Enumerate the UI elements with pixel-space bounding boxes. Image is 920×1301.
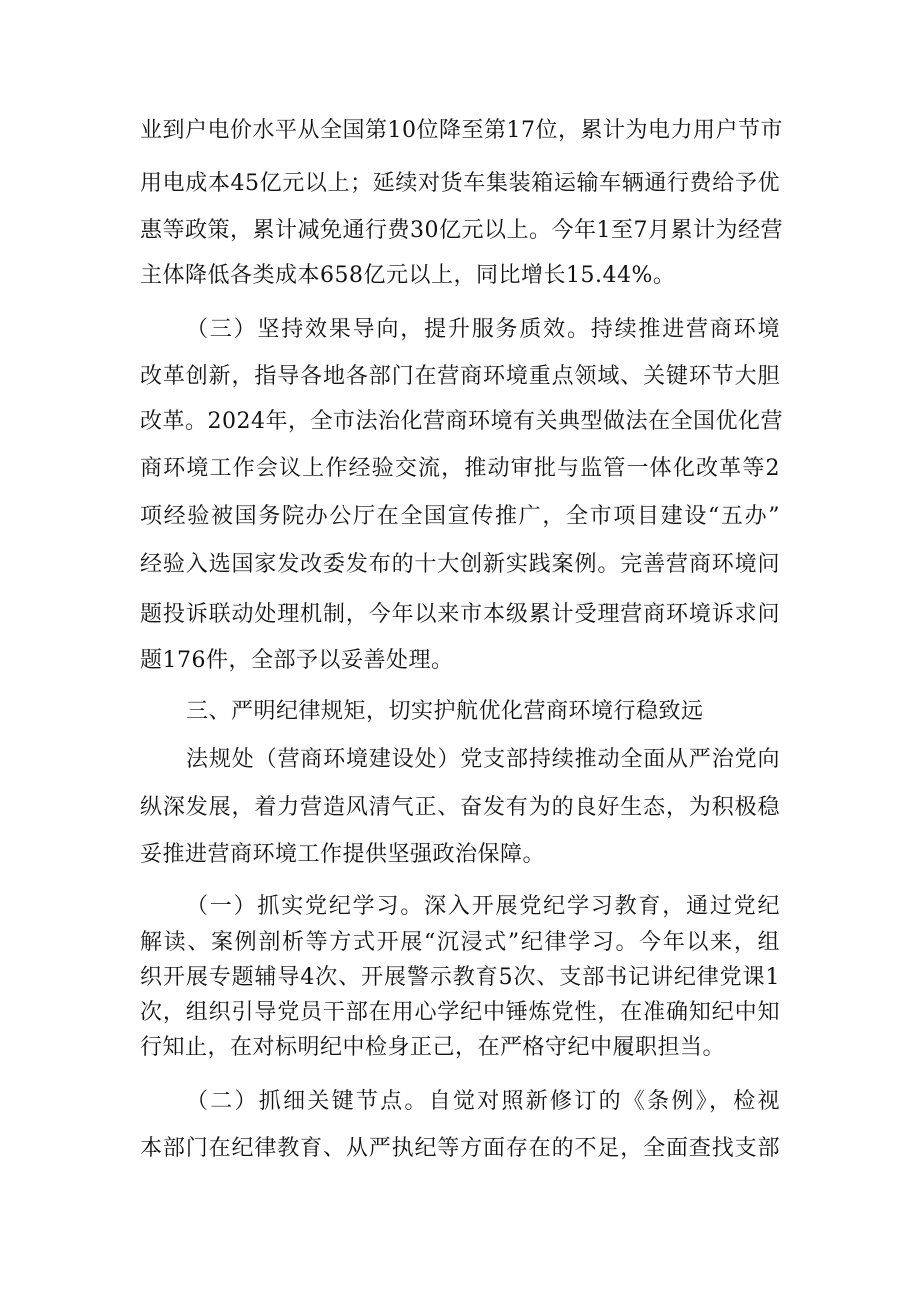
text-line: 妥推进营商环境工作提供坚强政治保障。 — [140, 842, 546, 867]
text-line: 织开展专题辅导4次、开展警示教育5次、支部书记讲纪律党课1 — [140, 965, 780, 990]
text-line: 经验入选国家发改委发布的十大创新实践案例。完善营商环境问 — [140, 552, 780, 577]
text-line: 本部门在纪律教育、从严执纪等方面存在的不足，全面查找支部 — [140, 1136, 780, 1161]
text-line: 改革。2024年，全市法治化营商环境有关典型做法在全国优化营 — [140, 409, 783, 434]
subsection-1-heading-line: （一）抓实党纪学习。深入开展党纪学习教育，通过党纪 — [186, 894, 780, 919]
text-line: 惠等政策，累计减免通行费30亿元以上。今年1至7月累计为经营 — [140, 218, 783, 243]
text-line: 项经验被国务院办公厅在全国宣传推广，全市项目建设“五办” — [140, 504, 780, 529]
text-line: 用电成本45亿元以上；延续对货车集装箱运输车辆通行费给予优 — [140, 171, 780, 196]
text-line: 题176件，全部予以妥善处理。 — [140, 648, 454, 673]
text-line: 改革创新，指导各地各部门在营商环境重点领域、关键环节大胆 — [140, 364, 780, 389]
text-line: 题投诉联动处理机制，今年以来市本级累计受理营商环境诉求问 — [140, 602, 780, 627]
text-line: 次，组织引导党员干部在用心学纪中锤炼党性，在准确知纪中知 — [140, 1000, 780, 1025]
text-line: 商环境工作会议上作经验交流，推动审批与监管一体化改革等2 — [140, 456, 780, 481]
text-line: 行知止，在对标明纪中检身正己，在严格守纪中履职担当。 — [140, 1035, 726, 1060]
section-3-heading-line: （三）坚持效果导向，提升服务质效。持续推进营商环境 — [186, 317, 780, 342]
text-line: 解读、案例剖析等方式开展“沉浸式”纪律学习。今年以来，组 — [140, 930, 780, 955]
subsection-2-heading-line: （二）抓细关键节点。自觉对照新修订的《条例》，检视 — [186, 1089, 780, 1114]
text-line: 纵深发展，着力营造风清气正、奋发有为的良好生态，为积极稳 — [140, 795, 780, 820]
text-line: 主体降低各类成本658亿元以上，同比增长15.44%。 — [140, 263, 676, 288]
text-line: 业到户电价水平从全国第10位降至第17位，累计为电力用户节市 — [140, 118, 783, 143]
paragraph-first-line: 法规处（营商环境建设处）党支部持续推动全面从严治党向 — [186, 747, 780, 772]
section-heading: 三、严明纪律规矩，切实护航优化营商环境行稳致远 — [186, 699, 704, 724]
